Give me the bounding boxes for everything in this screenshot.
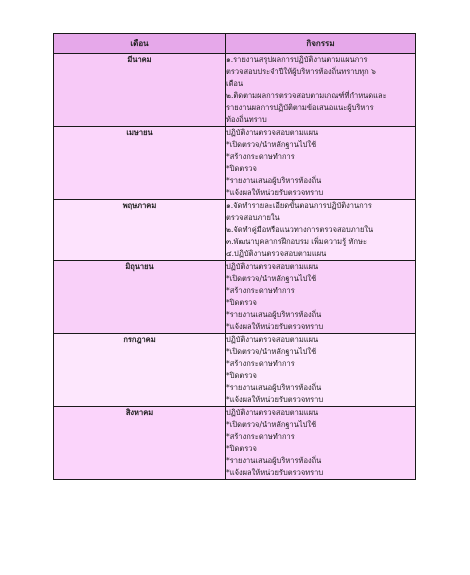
month-cell: พฤษภาคม bbox=[54, 200, 226, 261]
activities-cell bbox=[226, 200, 416, 261]
activities-cell bbox=[226, 334, 416, 407]
activity-line: *เปิดตรวจ/นำหลักฐานไปใช้ bbox=[226, 140, 317, 149]
table-row bbox=[54, 407, 416, 480]
activity-line: ๔.ปฏิบัติงานตรวจสอบตามแผน bbox=[226, 249, 327, 258]
activity-line: *รายงานเสนอผู้บริหารท้องถิ่น bbox=[226, 176, 322, 185]
activity-line: ปฏิบัติงานตรวจสอบตามแผน bbox=[226, 128, 319, 137]
activities-cell bbox=[226, 54, 416, 127]
activity-line: ปฏิบัติงานตรวจสอบตามแผน bbox=[226, 335, 319, 344]
activity-line: ปฏิบัติงานตรวจสอบตามแผน bbox=[226, 408, 319, 417]
table-row bbox=[54, 54, 416, 127]
month-cell: เมษายน bbox=[54, 127, 226, 200]
activity-line: *แจ้งผลให้หน่วยรับตรวจทราบ bbox=[226, 468, 324, 477]
activity-line: ๑.จัดทำรายละเอียดขั้นตอนการปฏิบัติงานการ bbox=[226, 201, 372, 210]
activity-line: *เปิดตรวจ/นำหลักฐานไปใช้ bbox=[226, 420, 317, 429]
activity-line: ๑.รายงานสรุปผลการปฏิบัติงานตามแผนการ bbox=[226, 55, 368, 64]
activity-line: *แจ้งผลให้หน่วยรับตรวจทราบ bbox=[226, 322, 324, 331]
monthly-activity-table bbox=[53, 33, 416, 480]
activity-line: *เปิดตรวจ/นำหลักฐานไปใช้ bbox=[226, 347, 317, 356]
activities-cell bbox=[226, 261, 416, 334]
activity-line: *รายงานเสนอผู้บริหารท้องถิ่น bbox=[226, 456, 322, 465]
table-row bbox=[54, 127, 416, 200]
activity-line: *แจ้งผลให้หน่วยรับตรวจทราบ bbox=[226, 395, 324, 404]
activity-line: *สร้างกระดาษทำการ bbox=[226, 286, 295, 295]
activity-line: *รายงานเสนอผู้บริหารท้องถิ่น bbox=[226, 383, 322, 392]
activity-line: *สร้างกระดาษทำการ bbox=[226, 152, 295, 161]
activity-line: *สร้างกระดาษทำการ bbox=[226, 432, 295, 441]
activity-line: ปฏิบัติงานตรวจสอบตามแผน bbox=[226, 262, 319, 271]
activities-cell bbox=[226, 127, 416, 200]
activity-line: เดือน bbox=[226, 79, 244, 88]
header-month: เดือน bbox=[54, 34, 226, 54]
activities-cell bbox=[226, 407, 416, 480]
month-cell: สิงหาคม bbox=[54, 407, 226, 480]
table-row bbox=[54, 261, 416, 334]
table-row bbox=[54, 334, 416, 407]
activity-line: *ปิดตรวจ bbox=[226, 444, 257, 453]
header-activities: กิจกรรม bbox=[226, 34, 416, 54]
activity-line: ตรวจสอบภายใน bbox=[226, 213, 280, 222]
month-cell: มิถุนายน bbox=[54, 261, 226, 334]
activity-line: *แจ้งผลให้หน่วยรับตรวจทราบ bbox=[226, 188, 324, 197]
activity-line: *รายงานเสนอผู้บริหารท้องถิ่น bbox=[226, 310, 322, 319]
activity-line: *ปิดตรวจ bbox=[226, 164, 257, 173]
activity-line: *เปิดตรวจ/นำหลักฐานไปใช้ bbox=[226, 274, 317, 283]
month-cell: มีนาคม bbox=[54, 54, 226, 127]
table-header-row bbox=[54, 34, 416, 54]
activity-line: *สร้างกระดาษทำการ bbox=[226, 359, 295, 368]
activity-line: ตรวจสอบประจำปีให้ผู้บริหารท้องถิ่นทราบทุก ๖ bbox=[226, 67, 376, 76]
month-cell: กรกฎาคม bbox=[54, 334, 226, 407]
activity-line: ๒.ติดตามผลการตรวจสอบตามเกณฑ์ที่กำหนดและ bbox=[226, 91, 387, 100]
activity-line: ท้องถิ่นทราบ bbox=[226, 115, 267, 124]
activity-line: *ปิดตรวจ bbox=[226, 298, 257, 307]
activity-line: ๒.จัดทำคู่มือหรือแนวทางการตรวจสอบภายใน bbox=[226, 225, 374, 234]
activity-line: *ปิดตรวจ bbox=[226, 371, 257, 380]
table-row bbox=[54, 200, 416, 261]
activity-line: ๓.พัฒนาบุคลากรฝึกอบรม เพิ่มความรู้ ทักษะ bbox=[226, 237, 367, 246]
activity-line: รายงานผลการปฏิบัติตามข้อเสนอแนะผู้บริหาร bbox=[226, 103, 374, 112]
